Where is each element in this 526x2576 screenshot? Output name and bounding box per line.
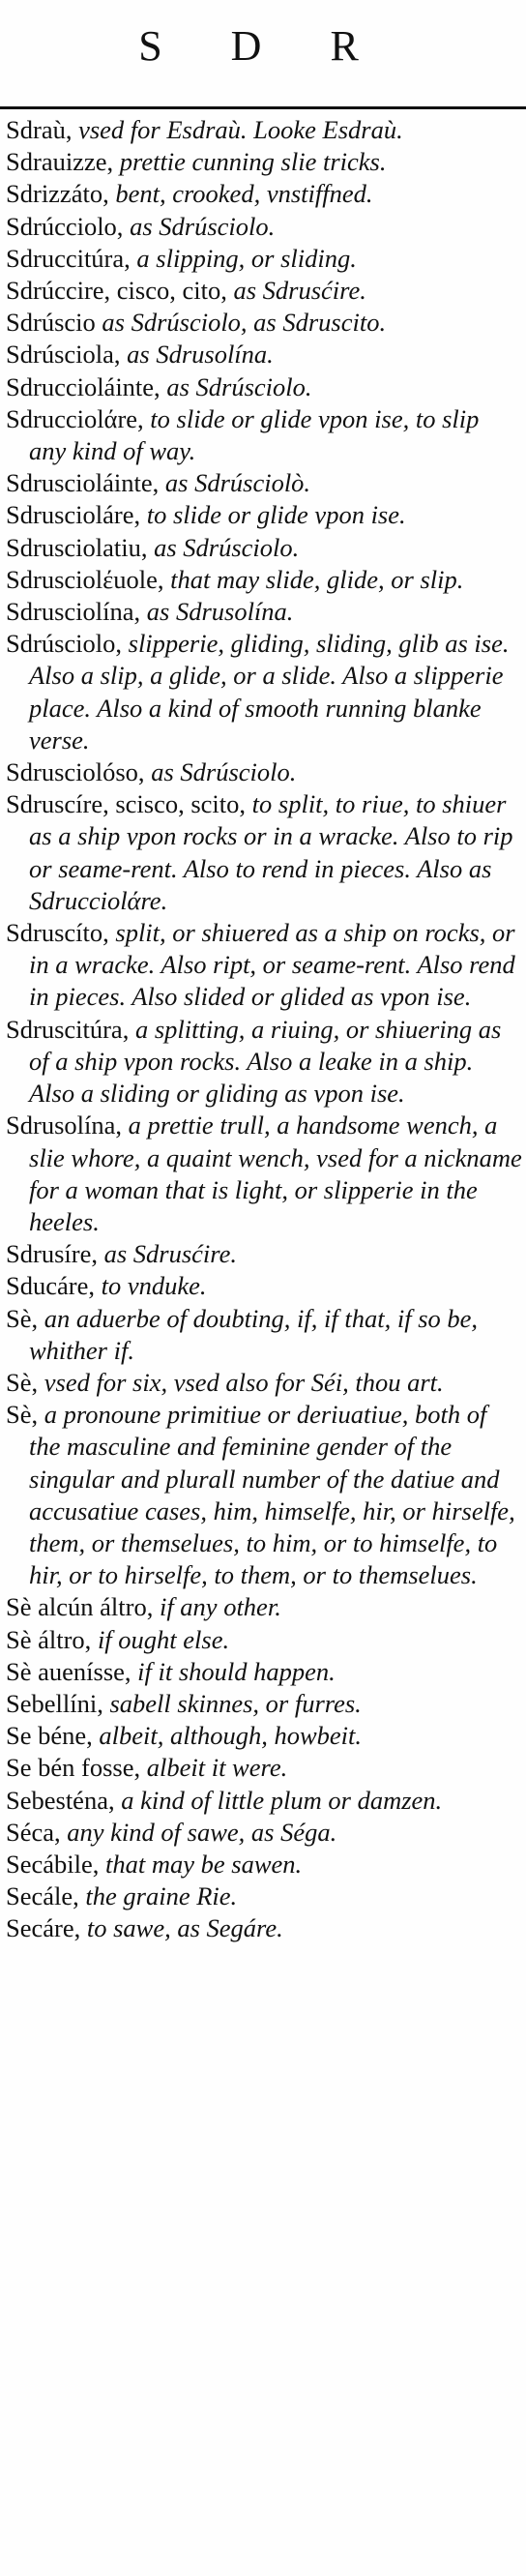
entry-definition: any kind of sawe, as Séga.	[67, 1817, 337, 1847]
entry-definition: an aduerbe of doubting, if, if that, if so be, whither if.	[29, 1303, 479, 1365]
entry-definition: vsed for six, vsed also for Séi, thou art.	[44, 1367, 444, 1397]
entry-headword: Secále,	[6, 1881, 79, 1911]
page-header: S D R	[138, 22, 388, 70]
entry-definition: as Sdrusćire.	[103, 1239, 237, 1269]
dictionary-entry	[6, 1399, 522, 1591]
entry-definition: to sawe, as Segáre.	[86, 1913, 283, 1943]
entry-definition: a splitting, a riuing, or shiuering as of a ship vpon rocks. Also a leake in a ship. Also a sliding or gliding as vpon ise.	[29, 1014, 502, 1109]
entry-definition: the graine Rie.	[85, 1881, 238, 1911]
entry-headword: Sdraù,	[6, 115, 73, 144]
entry-definition: that may slide, glide, or slip.	[170, 564, 464, 594]
entry-headword: Secábile,	[6, 1849, 100, 1879]
dictionary-entry	[6, 1880, 522, 1912]
dictionary-entry	[6, 211, 522, 243]
entry-definition: prettie cunning slie tricks.	[119, 147, 387, 177]
dictionary-entry	[6, 917, 522, 1014]
entry-definition: sabell skinnes, or furres.	[109, 1688, 362, 1718]
entry-headword: Sdruscitúra,	[6, 1014, 130, 1044]
entry-definition: bent, crooked, vnstiffned.	[115, 179, 373, 209]
entry-definition: as Sdrúsciolo.	[154, 532, 300, 562]
entry-headword: Sè alcún áltro,	[6, 1592, 154, 1622]
entry-headword: Sdrusciolέuole,	[6, 564, 164, 594]
entry-headword: Sducáre,	[6, 1271, 95, 1301]
dictionary-entry	[6, 1110, 522, 1238]
dictionary-entry	[6, 1912, 522, 1944]
dictionary-entry	[6, 1303, 522, 1367]
entry-definition: as Sdrúsciolo, as Sdruscito.	[102, 308, 387, 338]
dictionary-entry	[6, 532, 522, 564]
entry-definition: as Sdrusolína.	[127, 340, 274, 370]
header-rule	[0, 106, 526, 109]
dictionary-entry	[6, 1591, 522, 1623]
dictionary-entry	[6, 1688, 522, 1720]
entry-definition: as Sdrúsciolò.	[164, 468, 311, 498]
entry-definition: vsed for Esdraù. Looke Esdraù.	[78, 115, 403, 144]
entry-headword: Se béne,	[6, 1721, 93, 1751]
dictionary-entry	[6, 1238, 522, 1270]
entry-headword: Sdrúsciolo,	[6, 629, 122, 659]
entry-headword: Sdruccitúra,	[6, 243, 131, 273]
entry-headword: Sdrusciolóso,	[6, 757, 145, 787]
dictionary-entry	[6, 564, 522, 596]
entry-definition: to slide or glide vpon ise, to slip any kind of way.	[29, 403, 480, 466]
entry-definition: to vnduke.	[101, 1271, 207, 1301]
dictionary-entry	[6, 628, 522, 756]
entry-headword: Sebellíni,	[6, 1688, 103, 1718]
dictionary-entry	[6, 275, 522, 307]
dictionary-entry	[6, 371, 522, 403]
dictionary-entry	[6, 467, 522, 499]
entry-definition: albeit it were.	[146, 1753, 288, 1783]
entry-headword: Sdruscioláinte,	[6, 468, 160, 498]
dictionary-entry	[6, 788, 522, 917]
entry-definition: a kind of little plum or damzen.	[121, 1785, 443, 1815]
dictionary-entry	[6, 243, 522, 275]
entry-headword: Sdrauizze,	[6, 147, 114, 177]
entry-headword: Sdrúsciola,	[6, 340, 121, 370]
dictionary-entry	[6, 499, 522, 531]
entry-headword: Sdrusciolatiu,	[6, 532, 148, 562]
entry-headword: Sdrusíre,	[6, 1239, 98, 1269]
entry-definition: to split, to riue, to shiuer as a ship vpon rocks or in a wracke. Also to rip or seame-rent. Also to rend in pieces. Also as Sdrucciolάre.	[29, 789, 513, 915]
entry-definition: as Sdrusćire.	[233, 276, 366, 306]
entry-headword: Sè áltro,	[6, 1624, 92, 1654]
dictionary-entry	[6, 1752, 522, 1784]
entry-headword: Sdrusciolína,	[6, 597, 141, 627]
entry-definition: a pronoune primitiue or deriuatiue, both of the masculine and feminine gender of the singular and plurall number of the datiue and accusatiue cases, him, himselfe, hir, or hirselfe, them, or themselues, to him, or to himselfe, to hir, or to hirselfe, to them, or to themselues.	[29, 1400, 515, 1590]
entry-headword: Sdruscíto,	[6, 918, 109, 948]
entry-definition: a slipping, or sliding.	[136, 243, 357, 273]
entry-list	[6, 114, 522, 1945]
entry-headword: Sdruscioláre,	[6, 500, 141, 530]
entry-definition: if ought else.	[97, 1624, 230, 1654]
entry-headword: Sdrizzáto,	[6, 179, 109, 209]
entry-headword: Sè auenísse,	[6, 1656, 132, 1686]
entry-headword: Secáre,	[6, 1913, 81, 1943]
dictionary-entry	[6, 339, 522, 370]
entry-definition: as Sdrúsciolo.	[166, 371, 312, 401]
entry-definition: as Sdrusolína.	[146, 597, 294, 627]
entry-headword: Sdruccioláinte,	[6, 371, 161, 401]
entry-headword: Séca,	[6, 1817, 61, 1847]
entry-definition: as Sdrúsciolo.	[151, 757, 297, 787]
entry-definition: slipperie, gliding, sliding, glib as ise. Also a slip, a glide, or a slide. Also a slipperie place. Also a kind of smooth running blanke verse.	[29, 629, 510, 755]
dictionary-entry	[6, 1270, 522, 1302]
dictionary-entry	[6, 146, 522, 178]
entry-definition: to slide or glide vpon ise.	[146, 500, 406, 530]
dictionary-entry	[6, 1817, 522, 1849]
entry-headword: Sdrúscio	[6, 308, 96, 338]
dictionary-entry	[6, 403, 522, 467]
entry-headword: Sdrúcciolo,	[6, 211, 124, 241]
entry-definition: that may be sawen.	[105, 1849, 303, 1879]
dictionary-entry	[6, 596, 522, 628]
entry-headword: Sè,	[6, 1400, 39, 1430]
dictionary-entry	[6, 1656, 522, 1688]
entry-headword: Sè,	[6, 1303, 39, 1333]
entry-definition: if any other.	[159, 1592, 281, 1622]
dictionary-entry	[6, 178, 522, 210]
entry-headword: Sebesténa,	[6, 1785, 115, 1815]
dictionary-entry	[6, 1014, 522, 1110]
dictionary-entry	[6, 1785, 522, 1817]
entry-headword: Sdrúccire, cisco, cito,	[6, 276, 227, 306]
entry-definition: split, or shiuered as a ship on rocks, or in a wracke. Also ript, or seame-rent. Also rend in pieces. Also slided or glided as vpon ise.	[29, 918, 515, 1012]
dictionary-entry	[6, 114, 522, 146]
entry-headword: Sdrusolína,	[6, 1110, 122, 1140]
entry-definition: as Sdrúsciolo.	[130, 211, 276, 241]
entry-headword: Sdrucciolάre,	[6, 403, 144, 433]
dictionary-entry	[6, 1624, 522, 1656]
entry-headword: Sè,	[6, 1367, 39, 1397]
entry-definition: albeit, although, howbeit.	[99, 1721, 363, 1751]
dictionary-entry	[6, 307, 522, 339]
entry-headword: Se bén fosse,	[6, 1753, 141, 1783]
dictionary-entry	[6, 1367, 522, 1399]
entry-definition: a prettie trull, a handsome wench, a slie whore, a quaint wench, vsed for a nickname for a woman that is light, or slipperie in the heeles.	[29, 1110, 522, 1236]
dictionary-entry	[6, 756, 522, 788]
dictionary-entry	[6, 1849, 522, 1880]
entry-definition: if it should happen.	[137, 1656, 336, 1686]
dictionary-entry	[6, 1720, 522, 1752]
entry-headword: Sdruscíre, scisco, scito,	[6, 789, 247, 819]
